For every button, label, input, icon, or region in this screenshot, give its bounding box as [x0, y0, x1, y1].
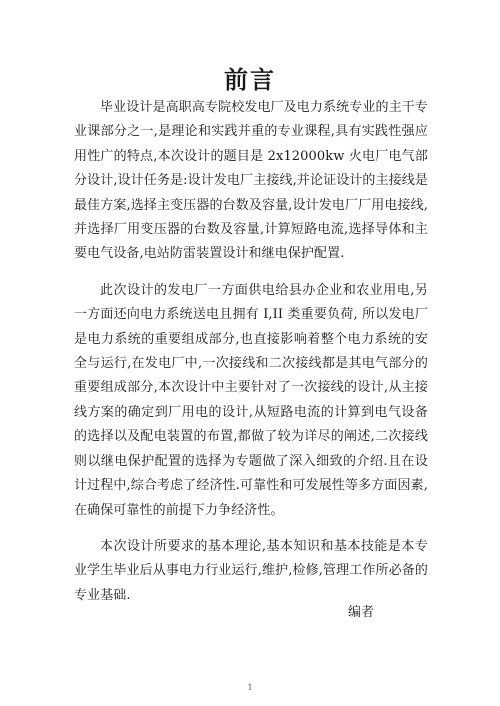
author-signature: 编者 [348, 605, 375, 620]
page-title: 前言 [224, 66, 276, 94]
page-number: 1 [247, 683, 253, 692]
paragraph-3: 本次设计所要求的基本理论,基本知识和基本技能是本专业学生毕业后从事电力行业运行,维护,检修,管理工作所必备的专业基础. [74, 538, 428, 603]
body-text [74, 96, 428, 608]
paragraph-1: 毕业设计是高职高专院校发电厂及电力系统专业的主干专业课部分之一,是理论和实践并重的专业课程,具有实践性强应用性广的特点,本次设计的题目是 2x12000kw 火电厂电气部分设计,设计任务是:设计发电厂主接线,并论证设计的主接线是最佳方案,选择主变压器的台数及容量,设计发电厂厂用电接线,并选择厂用变压器的台数及容量,计算短路电流,选择导体和主要电气设备,电站防雷装置设计和继电保护配置. [74, 100, 428, 262]
paragraph-2: 此次设计的发电厂一方面供电给县办企业和农业用电,另一方面还向电力系统送电且拥有 I,II 类重要负荷, 所以发电厂是电力系统的重要组成部分,也直接影响着整个电力系统的安全与运行,在发电厂中,一次接线和二次接线都是其电气部分的重要组成部分,本次设计中主要针对了一次接线的设计,从主接线方案的确定到厂用电的设计,从短路电流的计算到电气设备的选择以及配电装置的布置,都做了较为详尽的阐述,二次接线则以继电保护配置的选择为专题做了深入细致的介绍.且在设计过程中,综合考虑了经济性.可靠性和可发展性等多方面因素,在确保可靠性的前提下力争经济性。 [74, 282, 428, 518]
